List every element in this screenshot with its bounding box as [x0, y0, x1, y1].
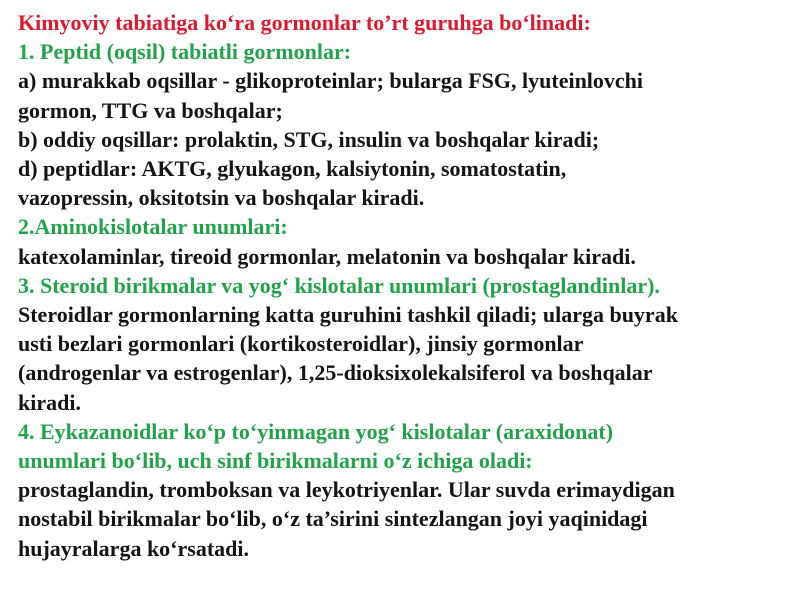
section-3-text-line-1: Steroidlar gormonlarning katta guruhini tashkil qiladi; ularga buyrak — [18, 302, 678, 328]
section-4-text-line-3: hujayralarga ko‘rsatadi. — [18, 535, 249, 561]
section-2-text-line-1: katexolaminlar, tireoid gormonlar, melatonin va boshqalar kiradi. — [18, 243, 636, 269]
section-4-text-line-1: prostaglandin, tromboksan va leykotriyenlar. Ular suvda erimaydigan — [18, 477, 675, 503]
section-1-text-line-3: b) oddiy oqsillar: prolaktin, STG, insulin va boshqalar kiradi; — [18, 126, 600, 152]
section-3-text-line-3: (androgenlar va estrogenlar), 1,25-dioksixolekalsiferol va boshqalar — [18, 360, 653, 386]
slide-title: Kimyoviy tabiatiga ko‘ra gormonlar to’rt guruhga bo‘linadi: — [18, 10, 591, 35]
section-4-heading-line-2: unumlari bo‘lib, uch sinf birikmalarni o‘z ichiga oladi: — [18, 448, 533, 474]
section-1 — [18, 37, 788, 212]
section-1-text-line-2: gormon, TTG va boshqalar; — [18, 97, 283, 123]
section-3-text-line-4: kiradi. — [18, 389, 81, 415]
section-3-text-line-2: usti bezlari gormonlari (kortikosteroidlar), jinsiy gormonlar — [18, 331, 584, 357]
section-3 — [18, 271, 788, 417]
section-2-heading: 2.Aminokislotalar unumlari: — [18, 214, 288, 240]
section-1-text-line-1: a) murakkab oqsillar - glikoproteinlar; bularga FSG, lyuteinlovchi — [18, 68, 644, 94]
section-3-heading: 3. Steroid birikmalar va yog‘ kislotalar unumlari (prostaglandinlar). — [18, 272, 660, 298]
section-1-text-line-5: vazopressin, oksitotsin va boshqalar kiradi. — [18, 185, 425, 211]
section-1-text-line-4: d) peptidlar: AKTG, glyukagon, kalsiytonin, somatostatin, — [18, 156, 567, 182]
section-4-heading-line-1: 4. Eykazanoidlar ko‘p to‘yinmagan yog‘ kislotalar (araxidonat) — [18, 418, 614, 444]
section-4-text-line-2: nostabil birikmalar bo‘lib, o‘z ta’sirini sintezlangan joyi yaqinidagi — [18, 506, 648, 532]
section-1-heading: 1. Peptid (oqsil) tabiatli gormonlar: — [18, 39, 352, 65]
section-4 — [18, 417, 788, 563]
slide-content — [18, 8, 788, 563]
section-2 — [18, 212, 788, 270]
